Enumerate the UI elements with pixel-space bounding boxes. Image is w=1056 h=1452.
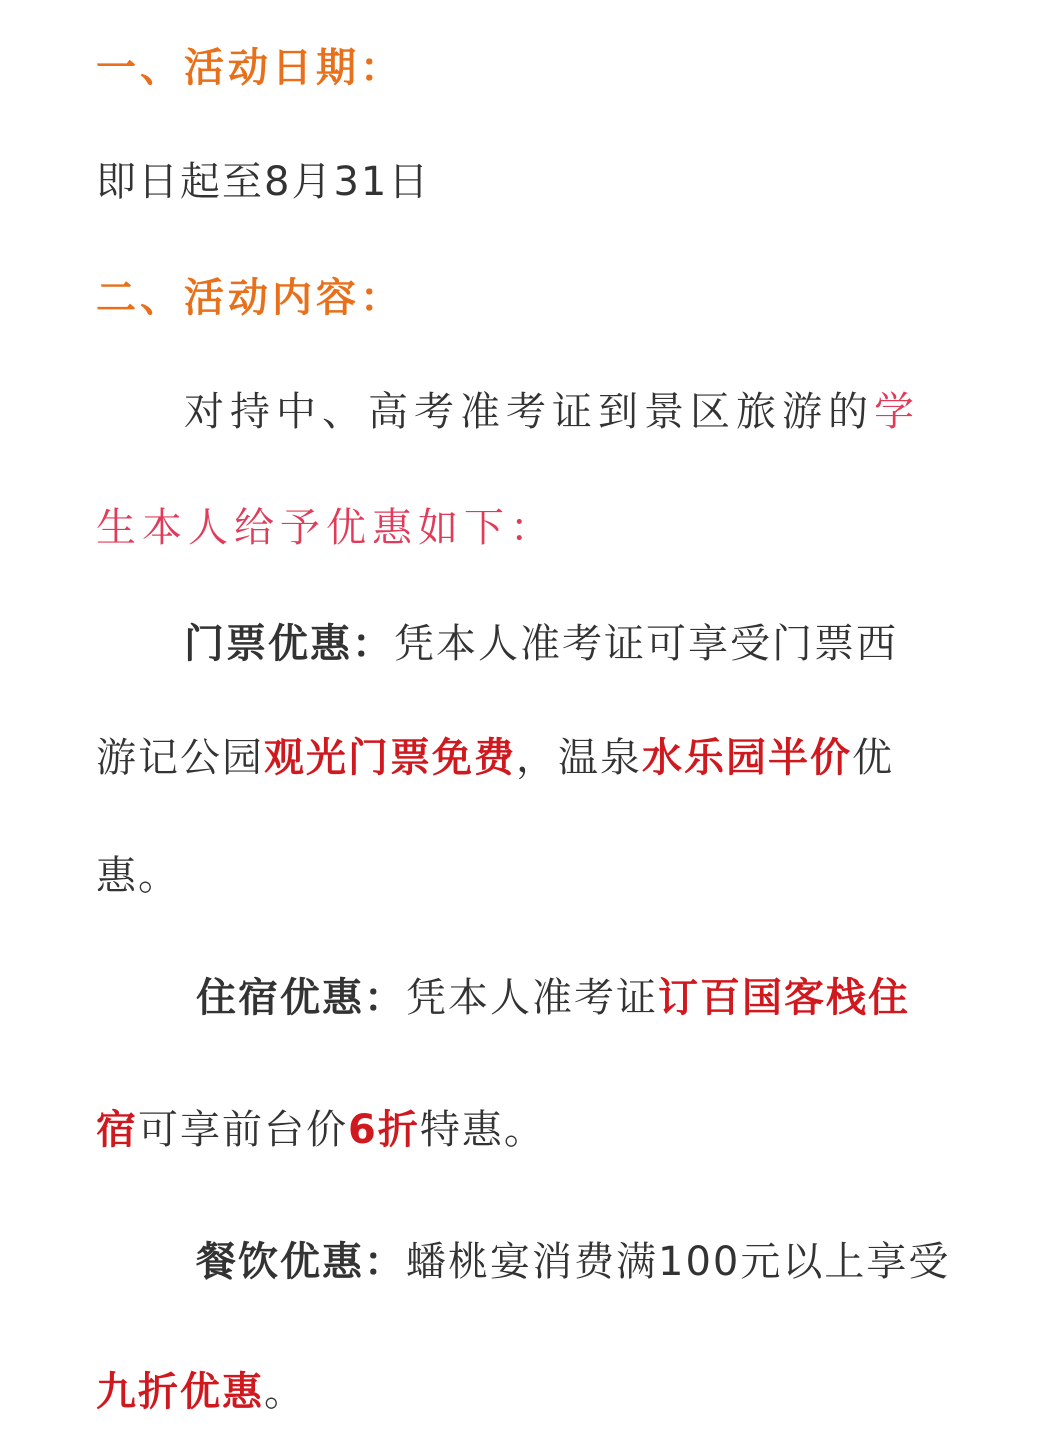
ticket-offer-text-2: 游记公园 (96, 735, 264, 781)
lodging-offer-line-2 (96, 1104, 546, 1156)
inn-booking-highlight-end: 宿 (96, 1107, 138, 1153)
section-heading-content: 二、活动内容： (96, 275, 404, 321)
ticket-offer-line-3: 惠。 (96, 853, 180, 899)
dining-offer-text-2: 。 (264, 1369, 306, 1415)
lodging-offer-text-1: 凭本人准考证 (406, 975, 658, 1021)
discount-60-highlight: 6折 (348, 1107, 420, 1153)
ticket-offer-line-1 (184, 618, 898, 670)
inn-booking-highlight: 订百国客栈住 (658, 975, 910, 1021)
dining-offer-line-2 (96, 1366, 306, 1418)
intro-line-2: 生本人给予优惠如下： (96, 505, 556, 551)
dining-offer-text-1: 蟠桃宴消费满100元以上享受 (406, 1239, 951, 1285)
ticket-offer-text-3: ，温泉 (516, 735, 642, 781)
ticket-offer-label: 门票优惠： (184, 621, 394, 667)
section-heading-date: 一、活动日期： (96, 45, 404, 91)
ticket-free-highlight: 观光门票免费 (264, 735, 516, 781)
intro-line-1 (184, 386, 920, 438)
intro-text: 对持中、高考准考证到景区旅游的 (184, 389, 874, 435)
lodging-offer-line-1 (196, 972, 910, 1024)
lodging-offer-label: 住宿优惠： (196, 975, 406, 1021)
activity-date-text: 即日起至8月31日 (96, 159, 431, 205)
dining-offer-label: 餐饮优惠： (196, 1239, 406, 1285)
waterpark-half-price-highlight: 水乐园半价 (642, 735, 852, 781)
discount-90-highlight: 九折优惠 (96, 1369, 264, 1415)
ticket-offer-text-4: 优 (852, 735, 894, 781)
intro-highlight-a: 学 (874, 389, 920, 435)
lodging-offer-text-3: 特惠。 (419, 1107, 546, 1153)
ticket-offer-line-2 (96, 732, 894, 784)
dining-offer-line-1 (196, 1236, 950, 1288)
lodging-offer-text-2: 可享前台价 (138, 1107, 348, 1153)
ticket-offer-text-1: 凭本人准考证可享受门票西 (394, 621, 898, 667)
